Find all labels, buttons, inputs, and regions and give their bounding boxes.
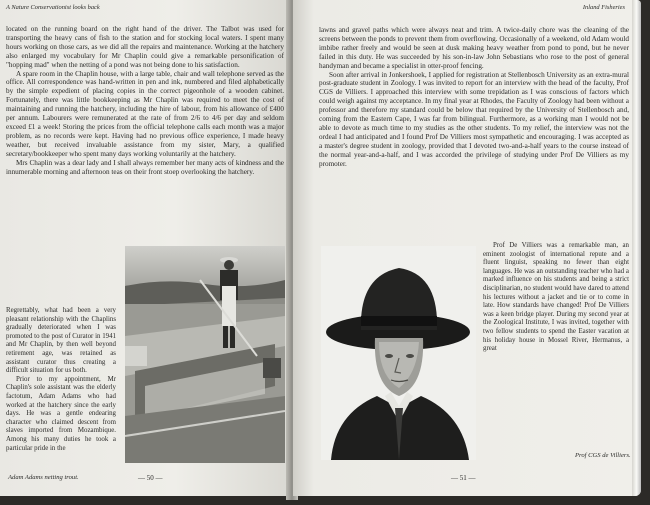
right-narrow-column <box>483 242 629 354</box>
right-page <box>293 0 641 496</box>
page-edge <box>632 0 641 496</box>
left-top-text <box>6 25 284 176</box>
paragraph: Prior to my appointment, Mr Chaplin's sole assistant was the elderly factotum, Adam Adams who had worked at the hatchery since the early days. He was a gentle endearing character who claimed descent from slaves imported from Mozambique. Among his many duties he took a particular pride in the <box>6 375 116 452</box>
paragraph: Soon after arrival in Jonkershoek, I applied for registration at Stellenbosch University as an extra-mural post-graduate student in Zoology. I was invited to report for an interview with the head of the faculty, Prof CGS de Villiers. I approached this interview with some trepidation as I was conscious of factors which could weigh against my acceptance. In my final year at Rhodes, the Faculty of Zoology had been without a professor and therefore my standard could be below that required by the University of Stellenbosch and, coming from the Eastern Cape, I was far from bilingual. Furthermore, as a working man I would not be able to devote as much time to my studies as the other students. To my relief, the interview was not the ordeal I had anticipated and I found Prof De Villiers most sympathetic and encouraging. I was accepted as a master's degree student in zoology, provided that I devoted two-and-a-half years to the course instead of the normal year-and-a-half, and I was accorded the privilege of studying under Prof De Villiers as my promoter. <box>319 70 629 168</box>
left-narrow-column <box>6 307 116 453</box>
hatchery-photo <box>125 246 285 463</box>
right-running-head: Inland Fisheries <box>582 4 625 11</box>
paragraph: A spare room in the Chaplin house, with a large table, chair and wall telephone served as the office. All correspondence was hand-written in pen and ink, numbered and filed alphabetically by the simple expedient of placing copies in the correct pigeonhole of a wooden cabinet. Fortunately, there was little bookkeeping as Mr Chaplin was required to meet the cost of maintaining and running the hatchery, including the hire of labour, from his allowance of £400 per annum. Labourers were remunerated at the rate of from 2/6 to 4/6 per day and seldom exceed £1 a week! Storing the prices from the official telephone calls each month was a major problem, as no records were kept. Having had no previous office experience, I made heavy weather, but received invaluable assistance from my sister, Mary, a qualified secretary/bookkeeper who spent many days working voluntarily at the hatchery. <box>6 69 284 158</box>
paragraph: Regrettably, what had been a very pleasant relationship with the Chaplins gradually deteriorated when I was promoted to the post of Curator in 1941 and Mr Chaplin, by then well beyond retirement age, was retained as assistant curator thus creating a difficult situation for us both. <box>6 307 116 375</box>
portrait-photo <box>321 246 476 460</box>
left-page-number: — 50 — <box>138 474 163 482</box>
left-page <box>0 0 292 496</box>
paragraph: lawns and gravel paths which were always neat and trim. A twice-daily chore was the cleaning of the screens between the ponds to prevent them from overflowing. Occasionally of a weekend, old Adam would imbibe rather freely and would be seen at dusk making heavy weather from pond to pond, but he never failed in this duty. He was succeeded by his son-in-law John Sebastians who rose to the post of general handyman and became a specialist in otter-proof fencing. <box>319 26 629 70</box>
paragraph: Mrs Chaplin was a dear lady and I shall always remember her many acts of kindness and the innumerable morning and afternoon teas on their front stoep overlooking the hatchery. <box>6 158 284 176</box>
left-running-head: A Nature Conservationist looks back <box>6 4 100 11</box>
right-page-number: — 51 — <box>451 474 476 482</box>
paragraph: Prof De Villiers was a remarkable man, an eminent zoologist of international repute and a fluent linguist, speaking no fewer than eight languages. He was an outstanding teacher who had a marked influence on his students and being a strict disciplinarian, no student would have dared to attend his lectures without a jacket and tie or to come in late. How standards have changed! Prof De Villiers was a keen bridge player. During my second year at the Zoological Institute, I was invited, together with two fellow students to spend the Easter vacation at his holiday house in Mossel River, Hermanus, a great <box>483 242 629 353</box>
paragraph: located on the running board on the right hand of the driver. The Talbot was used for transporting the heavy cans of fish to the station and for stocking local waters. I spent many hours working on those cars, as we did all the repairs and maintenance. Working at the hatchery also enlarged my vocabulary for Mr Chaplin could give a remarkable personification of "hopping mad" when the netting of a pond was not being done to his satisfaction. <box>6 25 284 69</box>
left-caption: Adam Adams netting trout. <box>8 474 79 481</box>
right-caption: Prof CGS de Villiers. <box>575 452 631 459</box>
right-top-text <box>319 26 629 169</box>
